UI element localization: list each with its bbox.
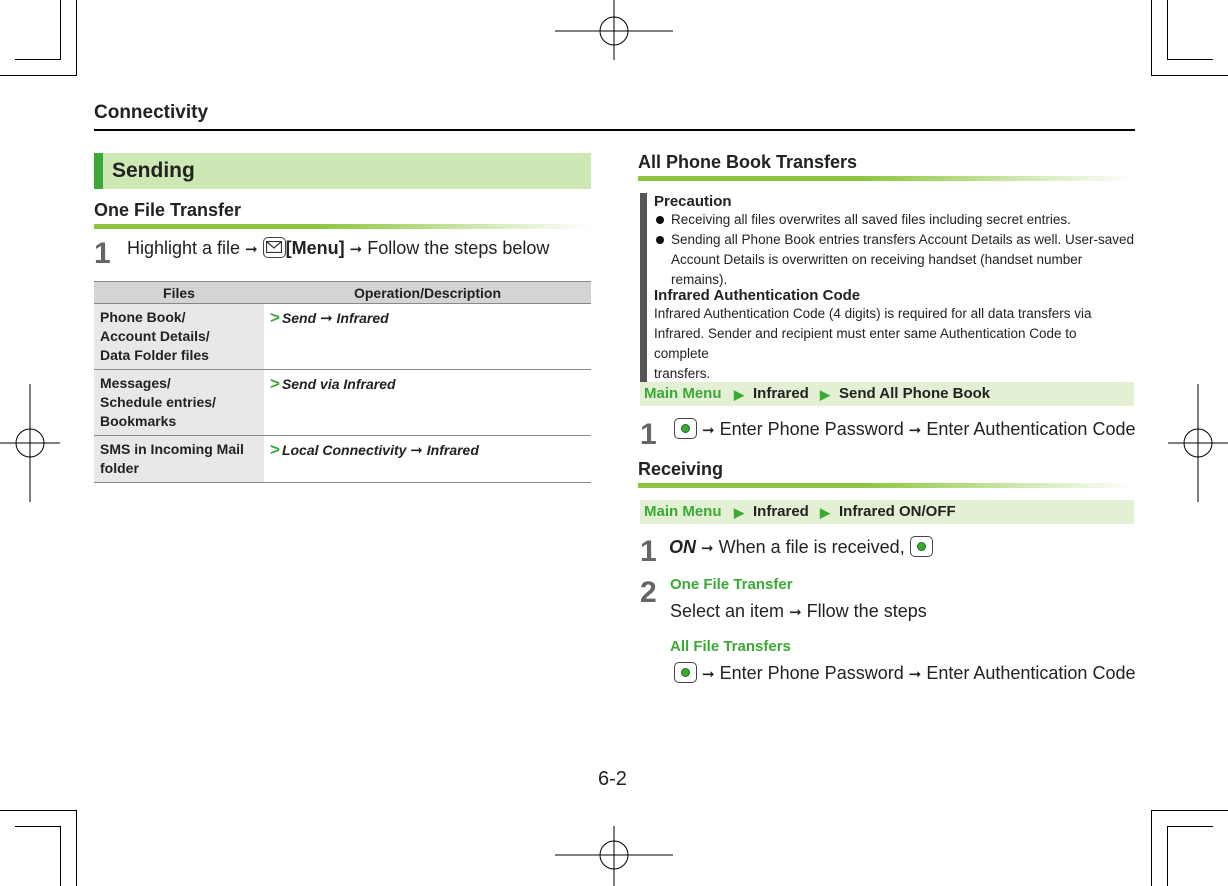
option-label-all-files: All File Transfers [670,638,791,655]
operation-cell: > Local Connectivity ➞ Infrared [264,436,591,483]
heading-underline [638,483,1134,488]
arrow-right-icon: ➞ [245,241,258,258]
table-row [94,436,591,483]
heading-receiving: Receiving [638,459,724,479]
subheading-one-file-transfer: One File Transfer [94,200,242,220]
step-instruction: ON ➞ When a file is received, [669,537,933,559]
menu-path-main: Main Menu [644,503,722,520]
heading-underline [638,176,1134,181]
menu-path-item: Infrared ON/OFF [839,503,956,520]
chevron-right-icon: > [270,308,280,327]
arrow-right-icon: ➞ [349,241,363,258]
menu-path-item: Infrared [753,385,809,402]
triangle-right-icon: ▶ [734,505,744,520]
menu-key-label: [Menu] [285,238,345,258]
step-number: 2 [640,576,657,609]
section-band-sending [94,153,591,189]
subheading-underline [94,224,591,229]
operation-cell: > Send ➞ Infrared [264,304,591,370]
file-operation-table [94,281,591,483]
center-key-icon [674,418,697,439]
menu-path-send [640,382,1134,406]
option-label-one-file: One File Transfer [670,576,793,593]
menu-path-main: Main Menu [644,385,722,402]
section-title: Sending [112,159,195,182]
triangle-right-icon: ▶ [820,387,830,402]
step-instruction: Select an item ➞ Fllow the steps [670,601,927,621]
mail-key-icon [263,237,286,258]
file-cell: Messages/ Schedule entries/ Bookmarks [94,370,264,436]
operation-cell: > Send via Infrared [264,370,591,436]
menu-path-item: Send All Phone Book [839,385,991,402]
precaution-title: Precaution [654,193,732,210]
on-option: ON [669,537,696,557]
table-header-row [94,282,591,304]
precaution-bullet: Receiving all files overwrites all saved files including secret entries. [654,210,1134,230]
step-number: 1 [94,237,111,270]
auth-code-text: Infrared Authentication Code (4 digits) is required for all data transfers via Infrared. Sender and recipient must enter same Authentication Code to complete transfers. [654,306,1092,381]
column-header-operation: Operation/Description [264,282,591,304]
file-cell: Phone Book/ Account Details/ Data Folder files [94,304,264,370]
center-key-icon [910,536,933,557]
precaution-note [640,193,1134,290]
header-rule [94,129,1135,131]
step-number: 1 [640,418,657,451]
column-header-files: Files [94,282,264,304]
auth-code-title: Infrared Authentication Code [654,287,861,304]
heading-all-phone-book-transfers: All Phone Book Transfers [638,152,858,172]
triangle-right-icon: ▶ [820,505,830,520]
step-instruction: ➞ Enter Phone Password ➞ Enter Authentication Code [674,419,1135,441]
precaution-bullet: Sending all Phone Book entries transfers Account Details as well. User-saved Account Details is overwritten on receiving handset (handset number remains). [654,230,1134,290]
file-cell: SMS in Incoming Mail folder [94,436,264,483]
page-header-title: Connectivity [94,102,209,123]
center-key-icon [674,662,697,683]
menu-path-item: Infrared [753,503,809,520]
chevron-right-icon: > [270,374,280,393]
step-instruction: ➞ Enter Phone Password ➞ Enter Authentication Code [674,663,1135,685]
auth-code-note [640,287,1134,384]
triangle-right-icon: ▶ [734,387,744,402]
chevron-right-icon: > [270,440,280,459]
menu-path-receive [640,500,1134,524]
step-instruction: Highlight a file ➞ [Menu] ➞ Follow the steps below [127,238,550,258]
table-row [94,304,591,370]
step-number: 1 [640,535,657,568]
table-row [94,370,591,436]
page-number: 6-2 [598,768,627,790]
